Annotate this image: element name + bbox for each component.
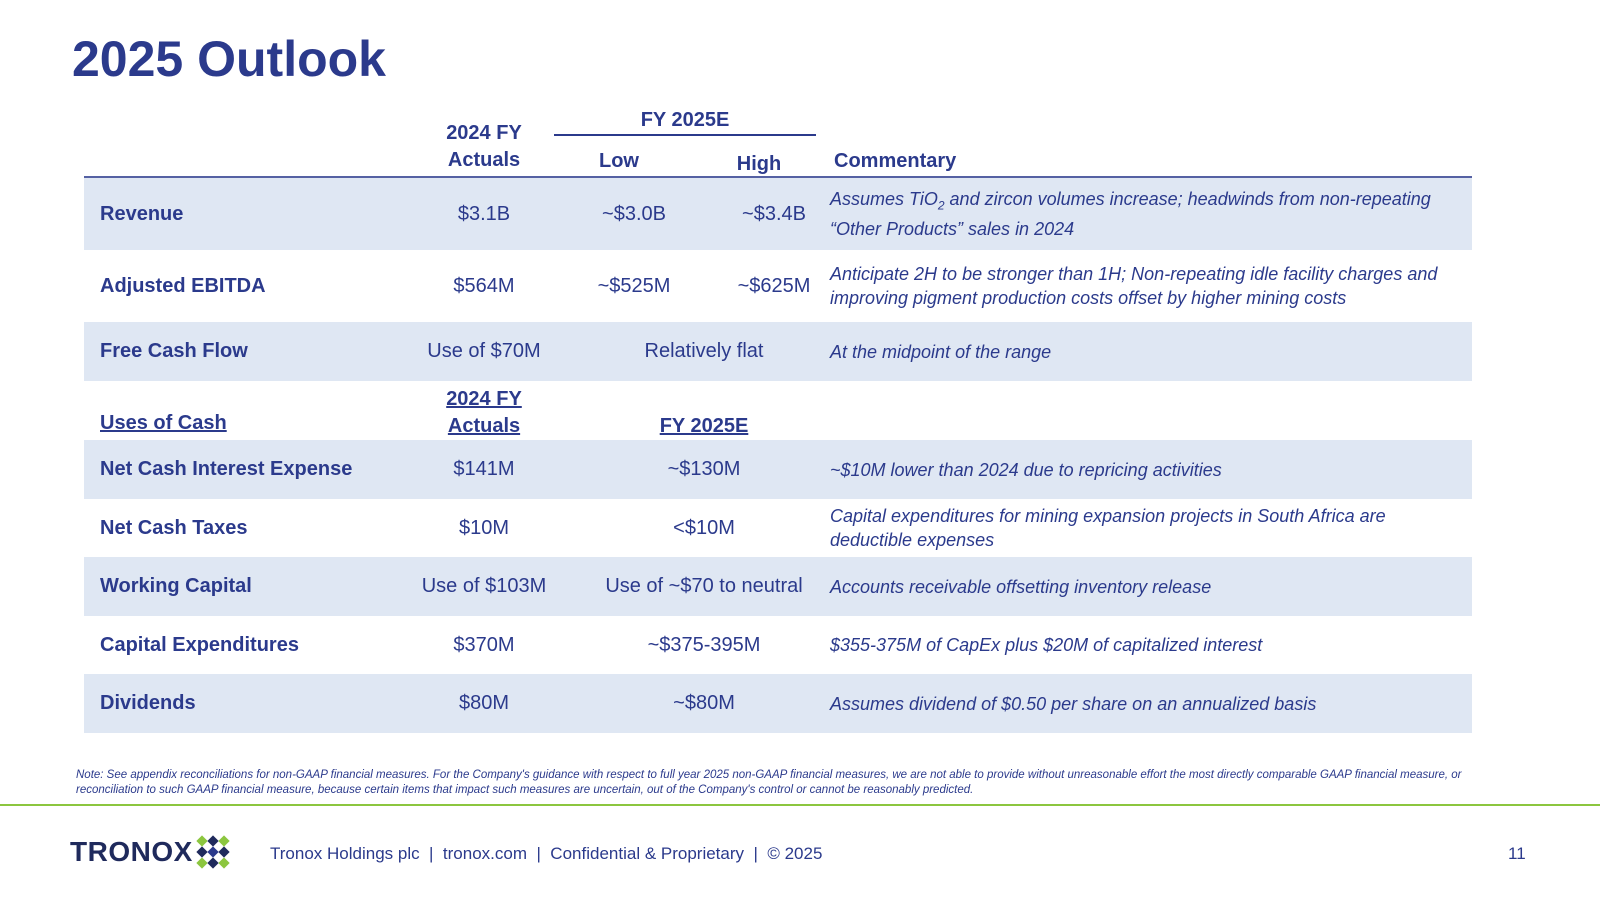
row-actuals: $80M [458,692,510,714]
row-label: Adjusted EBITDA [100,274,266,297]
row-fy2025e: ~$375-395M [647,633,761,656]
row-label: Dividends [100,692,196,714]
logo-mark-icon [195,834,231,870]
row-commentary: Accounts receivable offsetting inventory release [830,576,1212,597]
row-label: Revenue [100,202,184,225]
row-fy2025e: <$10M [673,516,735,539]
row-fy2025e: Relatively flat [644,340,764,362]
row-label: Capital Expenditures [100,633,299,656]
header-commentary: Commentary [834,150,957,172]
footer-text: Tronox Holdings plc | tronox.com | Confidential & Proprietary | © 2025 [270,844,823,863]
logo-text: TRONOX [70,836,193,867]
page-number: 11 [1508,844,1526,863]
row-label: Free Cash Flow [100,340,248,362]
row-commentary: ~$10M lower than 2024 due to repricing activities [830,459,1222,480]
row-label: Working Capital [100,575,252,597]
row-commentary: Assumes TiO$_2$ and zircon volumes increase; headwinds from non-repeating “Other Products” sales in 2024 [830,188,1431,240]
row-actuals: Use of $70M [427,340,541,362]
uses-of-cash-heading: Uses of Cash [100,412,227,434]
row-commentary: Capital expenditures for mining expansion projects in South Africa are deductible expenses [830,506,1386,550]
header-low: Low [599,150,639,172]
table-row-net-cash-interest [84,440,1472,499]
table-row-dividends [84,674,1472,733]
table-row-capital-expenditures [84,616,1472,674]
table-row-revenue [84,178,1472,250]
row-actuals: $3.1B [457,202,511,225]
table-row-adjusted-ebitda [84,250,1472,322]
row-label: Net Cash Taxes [100,516,248,539]
footnote: Note: See appendix reconciliations for non-GAAP financial measures. For the Company's guidance with respect to full year 2025 non-GAAP financial measures, we are not able to provide without unreasonable effort the most directly comparable GAAP financial measure, or reconciliation to such GAAP financial measure, because certain items that impact such measures are uncertain, out of the Company's control or cannot be reasonably predicted. [76,769,1462,796]
row-commentary: At the midpoint of the range [830,341,1052,362]
table-row-free-cash-flow [84,322,1472,381]
header-fy2025e: FY 2025E [640,109,730,131]
uses-header-fy2025e: FY 2025E [659,415,749,437]
row-fy2025e: ~$80M [673,692,735,714]
header-actuals: 2024 FY Actuals [446,122,522,171]
row-low: ~$3.0B [602,202,666,225]
footer-divider [0,804,1600,806]
row-actuals: $370M [453,633,515,656]
fy2025e-underline [554,134,816,136]
row-fy2025e: ~$130M [667,458,741,480]
row-high: ~$625M [737,274,811,297]
row-high: ~$3.4B [742,202,806,225]
tronox-logo [70,834,231,870]
row-actuals: $141M [453,458,515,480]
uses-header-actuals: 2024 FY Actuals [446,388,522,437]
row-commentary: $355-375M of CapEx plus $20M of capitalized interest [830,635,1263,655]
header-high: High [736,153,782,175]
table-row-working-capital [84,557,1472,616]
row-low: ~$525M [597,274,671,297]
row-actuals: $10M [458,516,510,539]
row-label: Net Cash Interest Expense [100,458,353,480]
row-fy2025e: Use of ~$70 to neutral [605,575,803,597]
row-commentary: Anticipate 2H to be stronger than 1H; Non-repeating idle facility charges and improving pigment production costs offset by higher mining costs [830,264,1438,308]
page-title: 2025 Outlook [72,31,386,87]
row-commentary: Assumes dividend of $0.50 per share on an annualized basis [830,693,1317,714]
row-actuals: $564M [453,274,515,297]
row-actuals: Use of $103M [421,575,547,597]
table-row-net-cash-taxes [84,499,1472,557]
